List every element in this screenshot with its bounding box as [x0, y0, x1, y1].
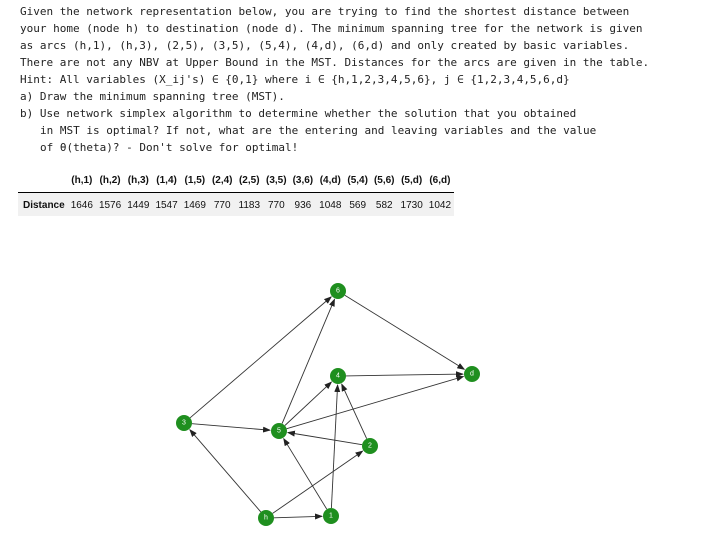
table-cell: 569 [344, 193, 371, 217]
node-3 [176, 415, 192, 431]
edge-5-d [287, 377, 464, 429]
question-b-line: in MST is optimal? If not, what are the entering and leaving variables and the value [40, 124, 597, 137]
question-b-line: b) Use network simplex algorithm to determine whether the solution that you obtained [20, 107, 577, 120]
node-d [464, 366, 480, 382]
node-label: 2 [368, 442, 372, 450]
edge-h-3 [190, 430, 261, 512]
edge-1-5 [284, 439, 327, 510]
table-cell: 770 [209, 193, 236, 217]
table-cell: 936 [290, 193, 317, 217]
column-header: (1,4) [152, 172, 180, 193]
node-label: 3 [182, 419, 186, 427]
column-header: (2,5) [236, 172, 264, 193]
question-a: a) Draw the minimum spanning tree (MST). [20, 90, 285, 103]
graph-edges [190, 295, 464, 518]
column-header: (6,d) [426, 172, 454, 193]
column-header: (4,d) [316, 172, 344, 193]
table-cell: 1547 [152, 193, 180, 217]
column-header: (5,4) [344, 172, 371, 193]
column-header: (2,4) [209, 172, 236, 193]
node-label: h [264, 514, 268, 522]
edge-2-5 [288, 433, 362, 445]
column-header: (h,1) [68, 172, 96, 193]
question-b-line: of θ(theta)? - Don't solve for optimal! [40, 141, 299, 154]
node-6 [330, 283, 346, 299]
table-cell: 582 [371, 193, 398, 217]
problem-line: as arcs (h,1), (h,3), (2,5), (3,5), (5,4), (4,d), (6,d) and only created by basic variables. [20, 39, 630, 52]
table-cell: 1576 [96, 193, 124, 217]
edge-4-d [346, 374, 463, 376]
node-1 [323, 508, 339, 524]
table-cell: 770 [263, 193, 290, 217]
column-header: (3,6) [290, 172, 317, 193]
row-label: Distance [18, 193, 68, 217]
column-header: (h,2) [96, 172, 124, 193]
table-cell: 1730 [398, 193, 426, 217]
column-header: (h,3) [124, 172, 152, 193]
edge-3-5 [192, 424, 270, 431]
column-header: (5,d) [398, 172, 426, 193]
problem-line: There are not any NBV at Upper Bound in the MST. Distances for the arcs are given in the table. [20, 56, 650, 69]
hint-line: Hint: All variables (X_ij's) ∈ {0,1} where i ∈ {h,1,2,3,4,5,6}, j ∈ {1,2,3,4,5,6,d} [20, 73, 570, 86]
table-cell: 1449 [124, 193, 152, 217]
column-header: (1,5) [181, 172, 209, 193]
edge-6-d [345, 295, 465, 369]
node-label: 1 [329, 512, 333, 520]
graph-nodes [176, 283, 480, 526]
edge-5-4 [285, 382, 332, 425]
node-4 [330, 368, 346, 384]
node-label: 6 [336, 287, 340, 295]
problem-line: your home (node h) to destination (node d). The minimum spanning tree for the network is given [20, 22, 643, 35]
node-h [258, 510, 274, 526]
table-cell: 1646 [68, 193, 96, 217]
table-cell: 1042 [426, 193, 454, 217]
edge-1-4 [331, 385, 337, 508]
edge-5-6 [282, 299, 334, 423]
edge-h-1 [274, 516, 322, 518]
node-label: 4 [336, 372, 340, 380]
table-cell: 1048 [316, 193, 344, 217]
table-cell: 1469 [181, 193, 209, 217]
table-cell: 1183 [236, 193, 264, 217]
column-header: (5,6) [371, 172, 398, 193]
node-5 [271, 423, 287, 439]
column-header: (3,5) [263, 172, 290, 193]
node-2 [362, 438, 378, 454]
node-label: 5 [277, 427, 281, 435]
node-label: d [470, 370, 474, 378]
edge-h-2 [273, 451, 363, 513]
problem-line: Given the network representation below, you are trying to find the shortest distance between [20, 5, 630, 18]
